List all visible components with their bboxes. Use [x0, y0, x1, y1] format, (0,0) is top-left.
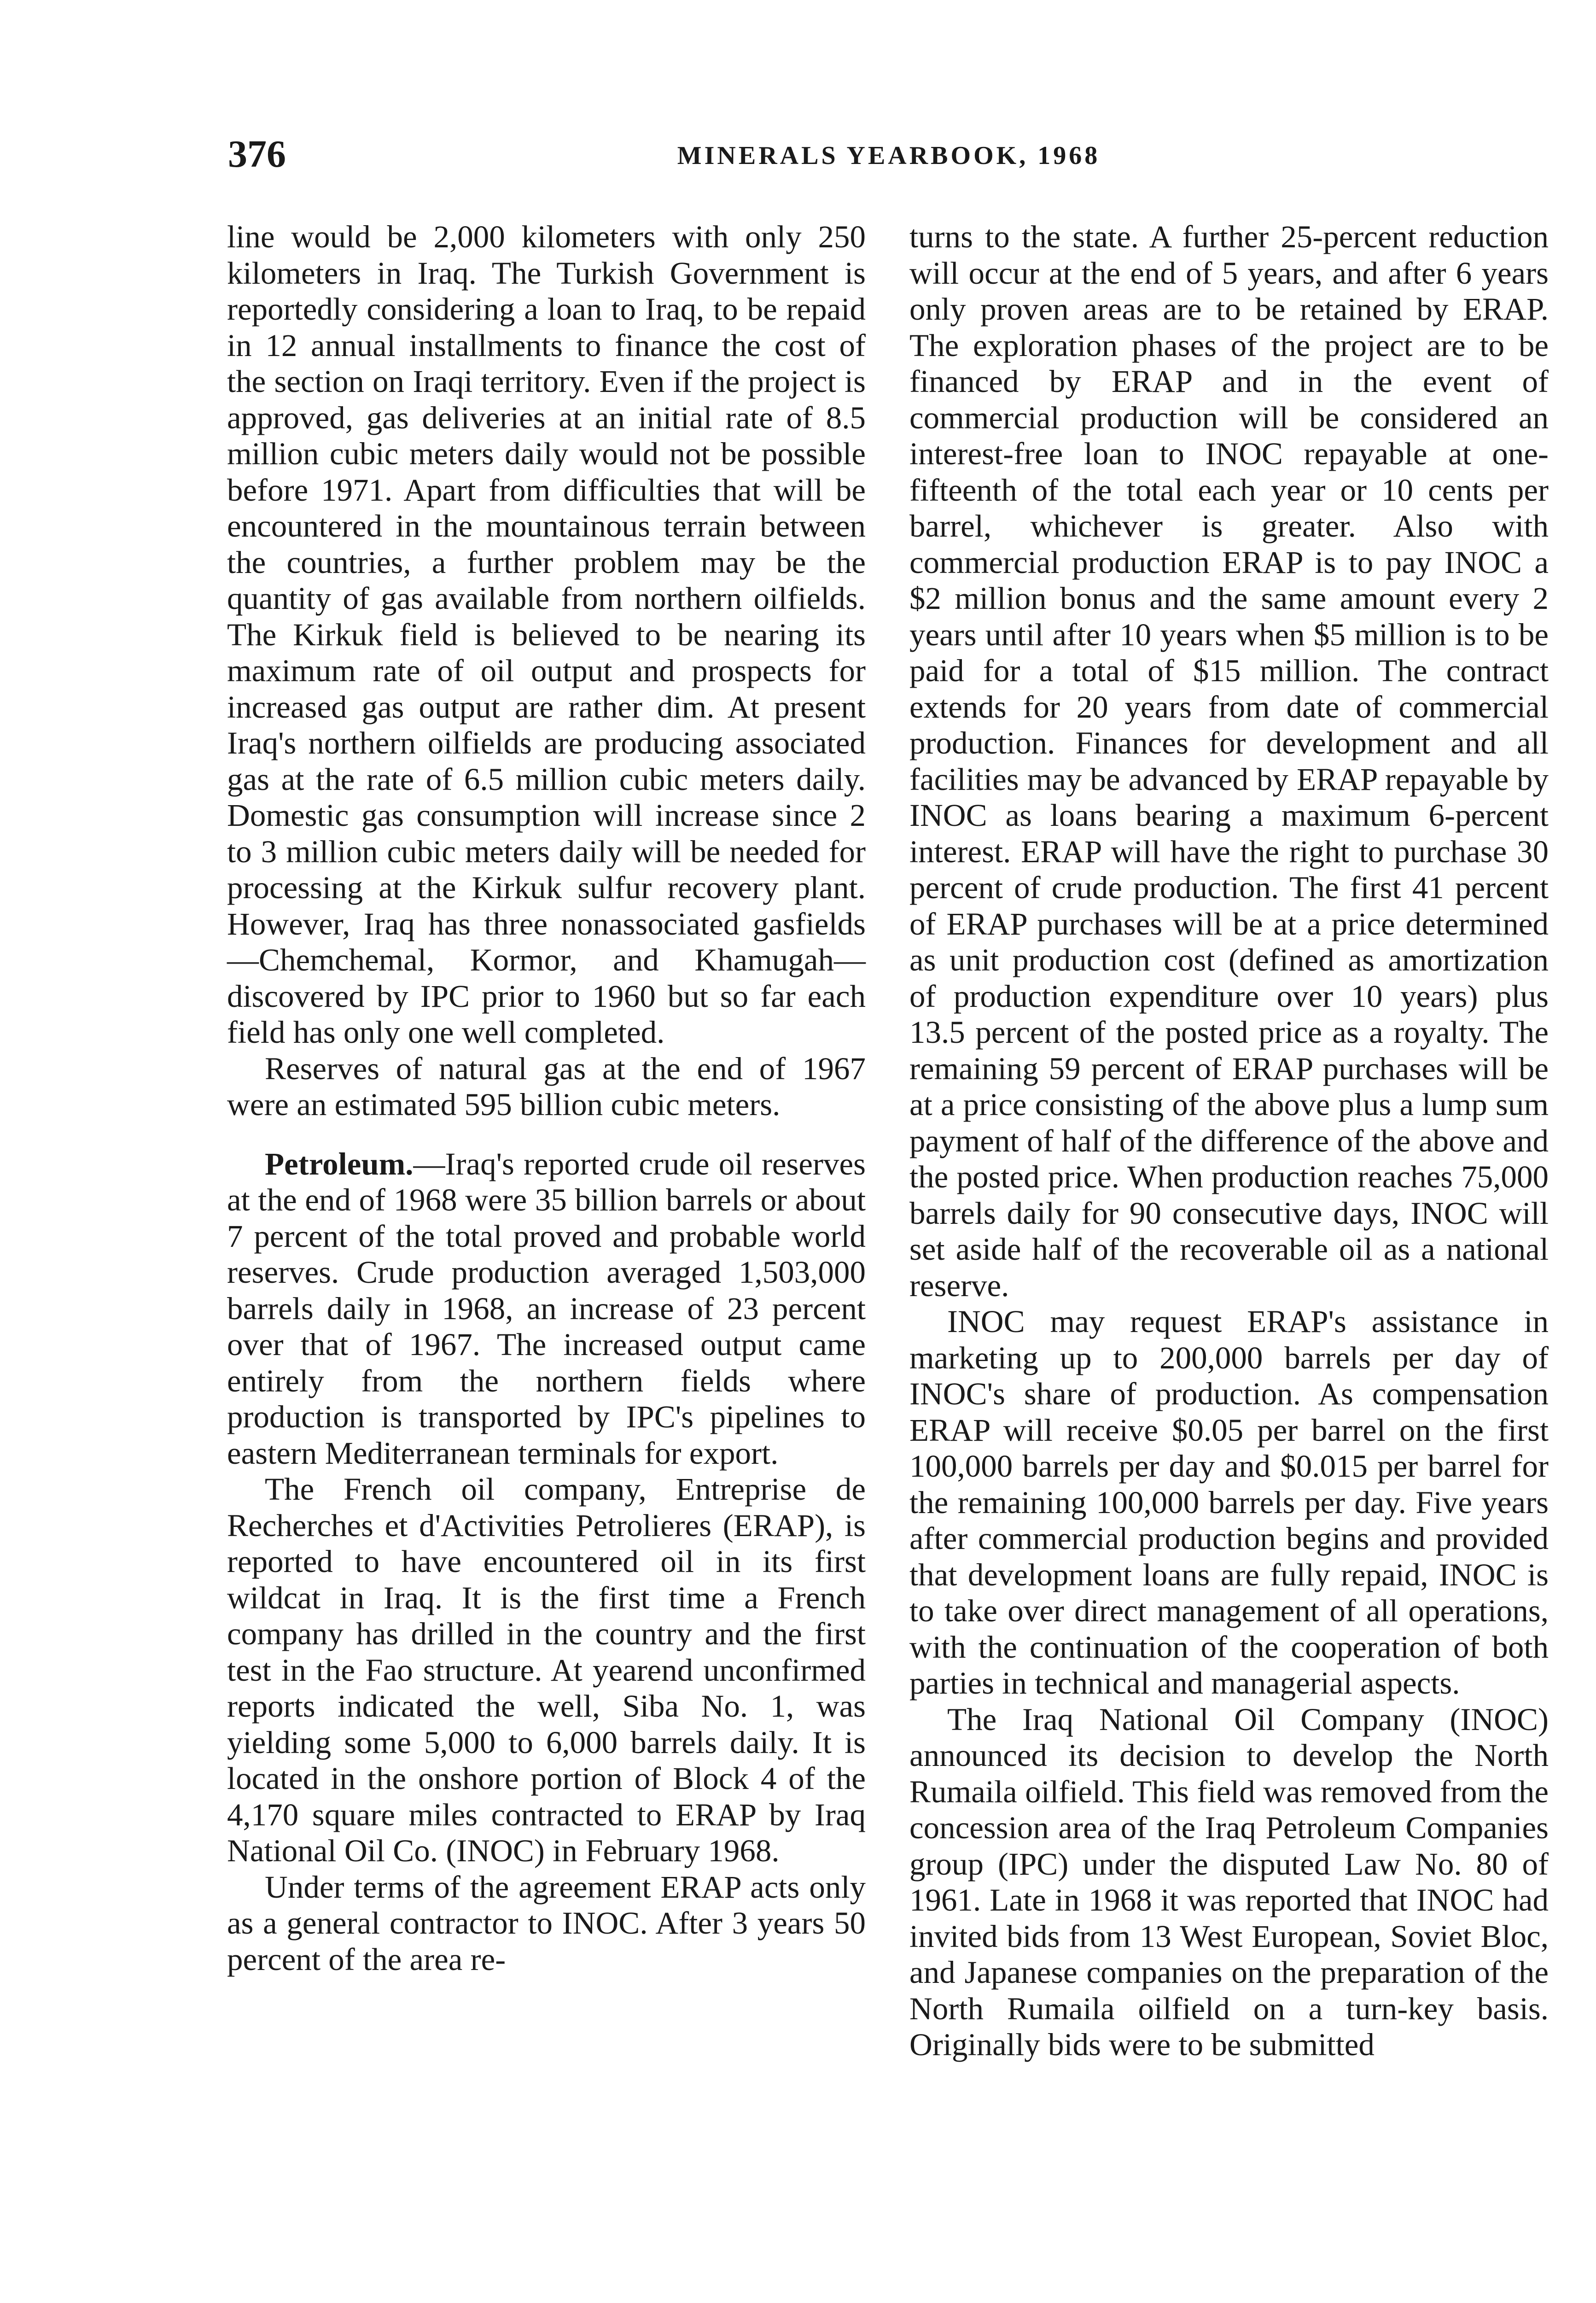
right-paragraph-3: The Iraq National Oil Company (INOC) announced its decision to develop the North Rumaila oilfield. This field was removed from the concession area of the Iraq Petroleum Companies group (IPC) under the disputed Law No. 80 of 1961. Late in 1968 it was reported that INOC had invited bids from 13 West European, Soviet Bloc, and Japanese companies on the preparation of the North Rumaila oilfield on a turn-key basis. Originally bids were to be submitted — [909, 1701, 1549, 2062]
left-paragraph-2: Reserves of natural gas at the end of 1967 were an estimated 595 billion cubic meters. — [227, 1051, 866, 1122]
left-paragraph-5: Under terms of the agreement ERAP acts only as a general contractor to INOC. After 3 years 50 percent of the area re- — [227, 1869, 866, 1977]
page-header — [228, 131, 1549, 182]
right-column — [909, 219, 1549, 2063]
right-paragraph-2: INOC may request ERAP's assistance in marketing up to 200,000 barrels per day of INOC's share of production. As compensation ERAP will receive $0.05 per barrel on the first 100,000 barrels per day and $0.015 per barrel for the remaining 100,000 barrels per day. Five years after commercial production begins and provided that development loans are fully repaid, INOC is to take over direct management of all operations, with the continuation of the cooperation of both parties in technical and managerial aspects. — [909, 1304, 1549, 1701]
petroleum-text: —Iraq's reported crude oil reserves at the end of 1968 were 35 billion barrels or about 7 percent of the total proved and probable world reserves. Crude production averaged 1,503,000 barrels daily in 1968, an increase of 23 percent over that of 1967. The increased output came entirely from the northern fields where production is transported by IPC's pipelines to eastern Mediterranean terminals for export. — [227, 1146, 866, 1471]
right-paragraph-1: turns to the state. A further 25-percent reduction will occur at the end of 5 years, and after 6 years only proven areas are to be retained by ERAP. The exploration phases of the project are to be financed by ERAP and in the event of commercial production will be considered an interest-free loan to INOC repayable at one-fifteenth of the total each year or 10 cents per barrel, whichever is greater. Also with commercial production ERAP is to pay INOC a $2 million bonus and the same amount every 2 years until after 10 years when $5 million is to be paid for a total of $15 million. The contract extends for 20 years from date of commercial production. Finances for development and all facilities may be advanced by ERAP repayable by INOC as loans bearing a maximum 6-percent interest. ERAP will have the right to purchase 30 percent of crude production. The first 41 percent of ERAP purchases will be at a price determined as unit production cost (defined as amortization of production expenditure over 10 years) plus 13.5 percent of the posted price as a royalty. The remaining 59 percent of ERAP purchases will be at a price consisting of the above plus a lump sum payment of half of the difference of the above and the posted price. When production reaches 75,000 barrels daily for 90 consecutive days, INOC will set aside half of the recoverable oil as a national reserve. — [909, 219, 1549, 1303]
left-paragraph-3 — [227, 1146, 866, 1472]
running-head: MINERALS YEARBOOK, 1968 — [677, 141, 1101, 170]
left-column — [227, 219, 866, 1977]
petroleum-heading: Petroleum. — [265, 1146, 414, 1181]
left-paragraph-1: line would be 2,000 kilometers with only 250 kilometers in Iraq. The Turkish Government is reportedly considering a loan to Iraq, to be repaid in 12 annual installments to finance the cost of the section on Iraqi territory. Even if the project is approved, gas deliveries at an initial rate of 8.5 million cubic meters daily would not be possible before 1971. Apart from difficulties that will be encountered in the mountainous terrain between the countries, a further problem may be the quantity of gas available from northern oilfields. The Kirkuk field is believed to be nearing its maximum rate of oil output and prospects for increased gas output are rather dim. At present Iraq's northern oilfields are producing associated gas at the rate of 6.5 million cubic meters daily. Domestic gas consumption will increase since 2 to 3 million cubic meters daily will be needed for processing at the Kirkuk sulfur recovery plant. However, Iraq has three nonassociated gasfields—Chemchemal, Kormor, and Khamugah—discovered by IPC prior to 1960 but so far each field has only one well completed. — [227, 219, 866, 1050]
left-paragraph-4: The French oil company, Entreprise de Recherches et d'Activities Petrolieres (ERAP), is reported to have encountered oil in its first wildcat in Iraq. It is the first time a French company has drilled in the country and the first test in the Fao structure. At yearend unconfirmed reports indicated the well, Siba No. 1, was yielding some 5,000 to 6,000 barrels daily. It is located in the onshore portion of Block 4 of the 4,170 square miles contracted to ERAP by Iraq National Oil Co. (INOC) in February 1968. — [227, 1472, 866, 1868]
page-number: 376 — [228, 133, 286, 175]
